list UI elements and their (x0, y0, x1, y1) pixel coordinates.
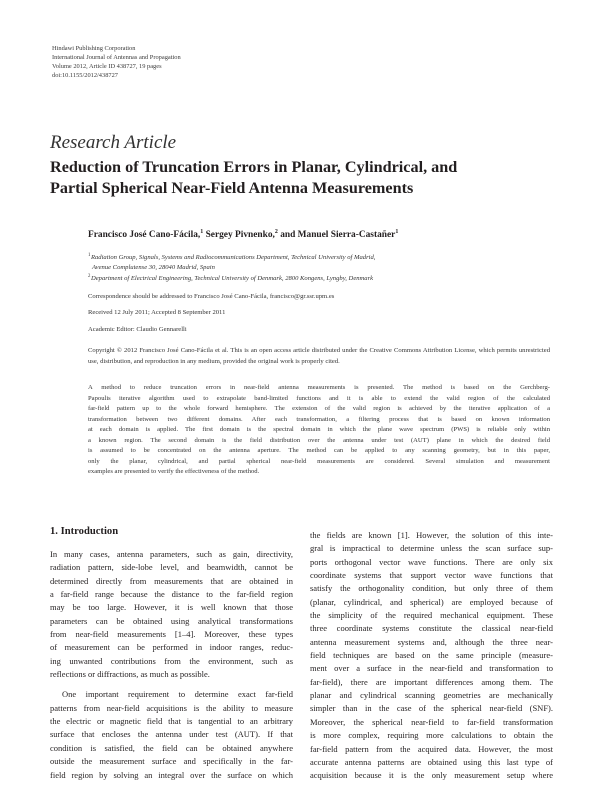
body-line: One important requirement to determine exact far-field (62, 689, 293, 700)
body-line: ing unwanted contributions from the environment, such as (50, 655, 293, 666)
body-line: of measurement can be performed in indoor ranges, reduc- (50, 642, 293, 653)
author-name: Francisco José Cano-Fácila, (88, 230, 201, 241)
body-line: the simplicity of the required mechanical equipment. These (310, 610, 553, 621)
body-line: outside the measurement surface and specifically in the far- (50, 756, 293, 767)
right-column (310, 529, 553, 783)
affiliation-number: 2 (88, 274, 91, 280)
copyright-notice: Copyright © 2012 Francisco José Cano-Fácila et al. This is an open access article distributed under the Creative Commons Attribution License, which permits unrestricted use, distribution, and reproduction in any medium, provided the original work is properly cited. (88, 347, 550, 365)
author-list (88, 229, 398, 240)
affiliation-marker: 1 (395, 229, 399, 235)
body-line: condition is satisfied, the field can be obtained anywhere (50, 742, 293, 753)
section-heading: 1. Introduction (50, 526, 119, 537)
paper-title (50, 157, 570, 199)
author-name: and Manuel Sierra-Castañer (277, 230, 396, 241)
body-line: field techniques are based on the same principle (measure- (310, 650, 553, 661)
body-line: may be too large. However, it is well known that those (50, 602, 293, 613)
correspondence: Correspondence should be addressed to Francisco José Cano-Fácila, francisco@gr.ssr.upm.es (88, 293, 335, 300)
affiliations (88, 251, 375, 284)
body-line: In many cases, antenna parameters, such as gain, directivity, (50, 549, 293, 559)
journal-name: International Journal of Antennas and Propagation (52, 54, 181, 61)
body-line: acquisition because it is the only measurement setup where (310, 770, 553, 781)
paragraph-gap (50, 681, 293, 688)
received-accepted-dates: Received 12 July 2011; Accepted 8 September 2011 (88, 309, 226, 316)
body-line: simpler than in the case of the spherical near-field (SNF). (310, 703, 553, 714)
body-line: far-field), there are important differences among them. The (310, 676, 553, 687)
academic-editor: Academic Editor: Claudio Gennarelli (88, 326, 187, 333)
body-line: determined directly from measurements that are obtained in (50, 575, 293, 586)
body-line: accurate antenna patterns are obtained using this last type of (310, 756, 553, 767)
body-line: the electric or magnetic field that is tangential to an arbitrary (50, 716, 293, 727)
affiliation-1-cont: Avenue Complutense 30, 28040 Madrid, Spain (92, 263, 215, 271)
abstract-line: is assumed to be concentrated on the antenna aperture. The method can be applied to any scanning geometry, but in this paper, (88, 447, 550, 455)
body-line: gral is impractical to determine unless the scan surface sup- (310, 543, 553, 554)
author-name: Sergey Pivnenko, (203, 230, 275, 241)
abstract-line: only the planar, cylindrical, and partial spherical near-field measurements are considered. Several simulation and measurement (88, 457, 550, 465)
body-line: the fields are known [1]. However, the solution of this inte- (310, 530, 553, 540)
abstract-line: far-field pattern up to the whole forward hemisphere. The extension of the valid region is achieved by the iterative application of a (88, 405, 550, 413)
body-line: reflections or diffractions, as much as possible. (50, 669, 210, 680)
doi: doi:10.1155/2012/438727 (52, 72, 118, 79)
abstract-line: A method to reduce truncation errors in near-field antenna measurements is presented. The method is based on the Gerchberg- (88, 384, 550, 391)
body-line: is more complex, requiring more calculations to obtain the (310, 730, 553, 741)
abstract (88, 383, 550, 478)
body-line: three coordinate systems constitute the classical near-field (310, 623, 553, 634)
affiliation-marker: 1 (200, 229, 204, 235)
body-line: antenna measurement systems and, although the three near- (310, 636, 553, 647)
body-line: (planar, cylindrical, and spherical) are employed because of (310, 596, 553, 607)
body-line: a far-field range because the distance to the far-field region (50, 589, 293, 600)
article-type: Research Article (50, 132, 177, 153)
publisher: Hindawi Publishing Corporation (52, 45, 136, 52)
affiliation-text: Department of Electrical Engineering, Technical University of Denmark, 2800 Kongens, Lyngby, Denmark (90, 275, 374, 283)
affiliation-text: Radiation Group, Signals, Systems and Radiocommunications Department, Technical University of Madrid, (90, 254, 376, 262)
affiliation-2 (88, 272, 375, 284)
body-line: parameters can be obtained using analytical transformations (50, 615, 293, 626)
body-line: field region by solving an integral over the surface on which (50, 769, 293, 780)
body-line: coordinate systems that support vector wave functions that (310, 570, 553, 581)
title-line: Reduction of Truncation Errors in Planar, Cylindrical, and (50, 158, 458, 176)
affiliation-1 (88, 251, 375, 263)
body-line: from near-field measurements [1–4]. Moreover, these types (50, 629, 293, 640)
body-line: ports orthogonal vector wave functions. There are only six (310, 556, 553, 567)
abstract-line: Papoulis iterative algorithm used to extrapolate band-limited functions and it is able to extend the valid region of the calculated (88, 394, 550, 402)
body-line: far-field pattern from the acquired data. However, the most (310, 743, 553, 754)
journal-header (52, 44, 181, 80)
title-line: Partial Spherical Near-Field Antenna Measurements (50, 179, 414, 197)
body-line: patterns from near-field acquisitions is the ability to measure (50, 702, 293, 713)
affiliation-marker: 2 (274, 229, 278, 235)
body-line: ment over a surface in the near-field and transformation to (310, 663, 553, 674)
body-line: radiation pattern, side-lobe level, and beamwidth, cannot be (50, 562, 293, 573)
body-line: surface that encloses the antenna under test (AUT). If that (50, 729, 293, 740)
abstract-line: transformation between two different domains. After each transformation, a filtering process that is based on known information (88, 415, 550, 423)
body-line: Moreover, the spherical near-field to far-field transformation (310, 716, 553, 727)
abstract-line: at each domain is applied. The first domain is the spectral domain in which the plane wave spectrum (PWS) is reliable only within (88, 426, 550, 434)
affiliation-number: 1 (88, 253, 91, 258)
body-line: planar and cylindrical scanning geometries are mechanically (310, 690, 553, 701)
left-column (50, 548, 293, 782)
abstract-line: examples are presented to verify the effectiveness of the method. (88, 468, 260, 476)
body-line: satisfy the orthogonality condition, but only three of them (310, 583, 553, 594)
volume-info: Volume 2012, Article ID 438727, 19 pages (52, 63, 162, 70)
abstract-line: a known region. The second domain is the field distribution over the antenna under test (AUT) plane in which the desired field (88, 436, 550, 444)
